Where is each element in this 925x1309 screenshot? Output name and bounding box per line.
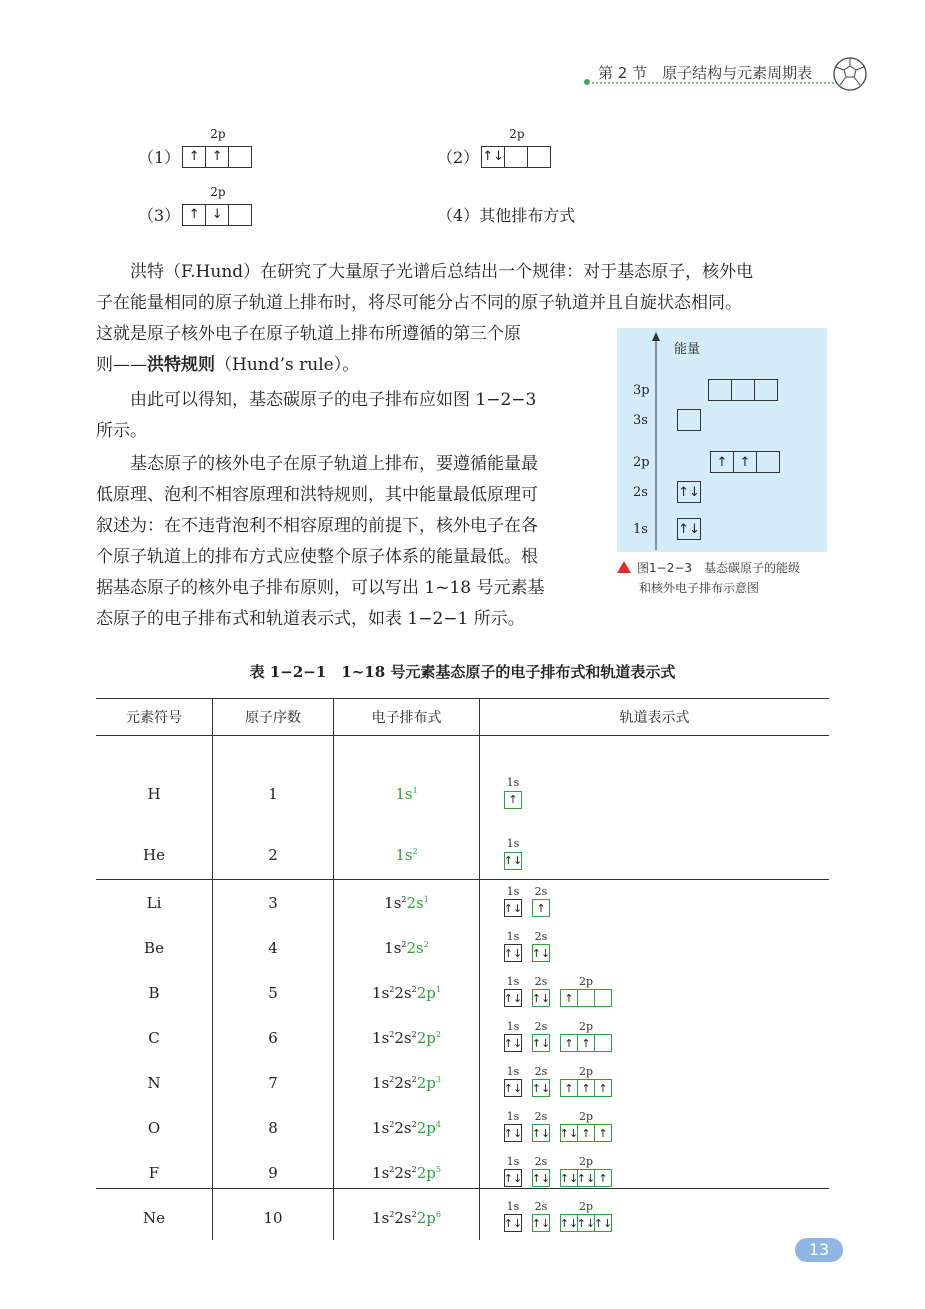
orbital-diagram <box>480 1060 830 1105</box>
orbital-box <box>756 452 779 472</box>
text-line: 个原子轨道上的排布方式应使整个原子体系的能量最低。根 <box>96 547 538 567</box>
text-line: 子在能量相同的原子轨道上排布时，将尽可能分占不同的原子轨道并且自旋状态相同。 <box>96 293 742 313</box>
orbital-box: ↑ <box>564 991 574 1005</box>
option-num: （1） <box>138 148 181 167</box>
orbital-group <box>531 1199 551 1233</box>
orbital-box: ↑↓ <box>503 991 523 1005</box>
element-symbol: N <box>96 1060 213 1105</box>
orbital-box: ↑↓ <box>576 1171 596 1185</box>
orbital-box: ↑↓ <box>503 1036 523 1050</box>
orbital-diagram <box>480 970 830 1015</box>
orbital-box: ↑↓ <box>576 1216 596 1230</box>
electron-configuration: $1s^1$ <box>334 736 480 832</box>
electron-configuration: $1s^22s^22p^1$ <box>334 970 480 1015</box>
orbital-label: 1s <box>506 837 520 851</box>
orbital-label: 2p <box>578 1019 594 1033</box>
orbital-group <box>503 1019 523 1053</box>
orbital-boxes <box>182 146 252 168</box>
orbital-group <box>531 929 551 963</box>
orbital-box <box>228 205 251 225</box>
atomic-number: 9 <box>213 1150 334 1195</box>
electron-configuration: $1s^22s^2$ <box>334 925 480 970</box>
orbital-group <box>503 1064 523 1098</box>
option-num: （4） <box>437 206 480 225</box>
orbital-box: ↑ <box>594 1125 611 1141</box>
orbital-box: ↑↓ <box>559 1171 579 1185</box>
orbital-label: 2p <box>210 127 226 142</box>
option-2 <box>437 127 551 168</box>
orbital-box: ↑↓ <box>503 1081 523 1095</box>
paragraph-carbon <box>96 385 606 447</box>
orbital-group <box>531 1154 551 1188</box>
element-symbol: Be <box>96 925 213 970</box>
orbital-diagram <box>480 831 830 880</box>
element-symbol: Ne <box>96 1195 213 1240</box>
element-symbol: O <box>96 1105 213 1150</box>
option-num: （3） <box>138 206 181 225</box>
table-row <box>96 880 829 926</box>
orbital-diagram <box>480 1105 830 1150</box>
text-line: 这就是原子核外电子在原子轨道上排布所遵循的第三个原 <box>96 324 521 344</box>
orbital-box: ↑↓ <box>531 1216 551 1230</box>
orbital-box <box>731 380 754 400</box>
orbital-box: ↑↓ <box>531 946 551 960</box>
option-4 <box>437 203 575 226</box>
orbital-diagram <box>480 1015 830 1060</box>
text-line: 由此可以得知，基态碳原子的电子排布应如图 1−2−3 <box>130 390 537 410</box>
orbital-box <box>504 147 527 167</box>
orbital-box: ↑↓ <box>531 1171 551 1185</box>
option-3 <box>138 185 252 226</box>
orbital-box: ↑↓ <box>678 484 700 500</box>
element-symbol: He <box>96 831 213 880</box>
electron-configuration: $1s^22s^22p^2$ <box>334 1015 480 1060</box>
table-row <box>96 1015 829 1060</box>
level-3p-boxes <box>708 379 778 401</box>
text-line: 态原子的电子排布式和轨道表示式，如表 1−2−1 所示。 <box>96 609 525 629</box>
orbital-box: ↑ <box>577 1035 594 1051</box>
orbital-box: ↑↓ <box>531 991 551 1005</box>
orbital-label: 2p <box>578 1154 594 1168</box>
orbital-label: 1s <box>506 1154 520 1168</box>
atomic-number: 6 <box>213 1015 334 1060</box>
element-symbol: F <box>96 1150 213 1195</box>
orbital-box: ↑↓ <box>678 521 700 537</box>
text-line: 所示。 <box>96 421 147 441</box>
figure-caption: 图1−2−3 基态碳原子的能级 和核外电子排布示意图 <box>617 558 800 598</box>
text-line: 基态原子的核外电子在原子轨道上排布，要遵循能量最 <box>130 454 538 474</box>
orbital-group <box>560 1064 612 1098</box>
orbital-box: ↑ <box>188 207 200 223</box>
atomic-number: 8 <box>213 1105 334 1150</box>
orbital-group <box>503 1199 523 1233</box>
col-header: 元素符号 <box>96 699 213 736</box>
page-number: 13 <box>795 1238 843 1262</box>
orbital-label: 2p <box>210 185 226 200</box>
orbital-box <box>678 410 700 430</box>
orbital-box: ↑ <box>536 901 546 915</box>
atomic-number: 4 <box>213 925 334 970</box>
orbital-box: ↑↓ <box>531 1081 551 1095</box>
electron-configuration: $1s^22s^22p^3$ <box>334 1060 480 1105</box>
orbital-label: 1s <box>506 884 520 898</box>
orbital-box: ↑ <box>594 1080 611 1096</box>
atomic-number: 2 <box>213 831 334 880</box>
orbital-box: ↑ <box>733 452 756 472</box>
header-title: 第 2 节 原子结构与元素周期表 <box>598 64 813 82</box>
orbital-group <box>503 929 523 963</box>
level-1s-boxes <box>677 518 701 540</box>
text-line: 洪特（F.Hund）在研究了大量原子光谱后总结出一个规律：对于基态原子，核外电 <box>130 262 754 282</box>
orbital-box: ↑ <box>716 454 728 470</box>
energy-axis-label: 能量 <box>674 342 701 357</box>
table-row <box>96 925 829 970</box>
orbital-boxes <box>481 146 551 168</box>
orbital-box: ↑↓ <box>559 1216 579 1230</box>
orbital-group <box>559 1199 613 1233</box>
orbital-group <box>503 1154 523 1188</box>
text-line: 低原理、泡利不相容原理和洪特规则，其中能量最低原理可 <box>96 485 538 505</box>
orbital-label: 1s <box>506 974 520 988</box>
orbital-label: 2p <box>578 974 594 988</box>
option-1 <box>138 127 252 168</box>
orbital-group <box>531 1109 551 1143</box>
orbital-label: 2s <box>534 884 548 898</box>
element-symbol: C <box>96 1015 213 1060</box>
orbital-group <box>503 884 523 918</box>
electron-configuration: $1s^22s^22p^5$ <box>334 1150 480 1195</box>
orbital-box <box>527 147 550 167</box>
orbital-label: 2s <box>534 1154 548 1168</box>
energy-axis-arrow <box>650 332 662 552</box>
table-row <box>96 970 829 1015</box>
orbital-label: 2p <box>509 127 525 142</box>
text-line: 则——洪特规则（Hund’s rule）。 <box>96 355 360 375</box>
text-line: 叙述为：在不违背泡利不相容原理的前提下，核外电子在各 <box>96 516 538 536</box>
orbital-group <box>532 884 550 918</box>
orbital-diagram <box>480 1195 830 1240</box>
orbital-box: ↑ <box>205 147 228 167</box>
orbital-group <box>503 974 523 1008</box>
orbital-box: ↑ <box>188 149 200 165</box>
orbital-label: 2p <box>578 1199 594 1213</box>
orbital-group <box>531 1019 551 1053</box>
table-row <box>96 831 829 880</box>
orbital-box: ↑↓ <box>482 149 505 165</box>
orbital-box <box>754 380 777 400</box>
orbital-group <box>504 776 522 809</box>
element-symbol: H <box>96 736 213 832</box>
orbital-box: ↑↓ <box>531 1036 551 1050</box>
orbital-label: 1s <box>506 929 520 943</box>
orbital-box: ↑↓ <box>503 1126 523 1140</box>
option-num: （2） <box>437 148 480 167</box>
orbital-label: 1s <box>506 1199 520 1213</box>
level-3s-boxes <box>677 409 701 431</box>
orbital-label: 1s <box>506 1019 520 1033</box>
orbital-boxes <box>182 204 252 226</box>
electron-configuration: $1s^22s^22p^6$ <box>334 1195 480 1240</box>
col-header: 轨道表示式 <box>480 699 830 736</box>
paragraph-principles <box>96 449 606 635</box>
orbital-box: ↑ <box>577 1080 594 1096</box>
orbital-group <box>559 1154 612 1188</box>
orbital-box: ↑↓ <box>559 1126 579 1140</box>
element-symbol: B <box>96 970 213 1015</box>
orbital-box: ↑↓ <box>503 946 523 960</box>
atomic-number: 10 <box>213 1195 334 1240</box>
orbital-box: ↑ <box>564 1081 574 1095</box>
orbital-label: 2s <box>534 1064 548 1078</box>
electron-configuration: $1s^2$ <box>334 831 480 880</box>
atomic-number: 7 <box>213 1060 334 1105</box>
orbital-box: ↑ <box>564 1036 574 1050</box>
orbital-group <box>503 837 523 870</box>
orbital-box <box>594 990 611 1006</box>
orbital-group <box>531 1064 551 1098</box>
orbital-label: 2s <box>534 929 548 943</box>
orbital-diagram <box>480 880 830 926</box>
electron-configuration: $1s^22s^22p^4$ <box>334 1105 480 1150</box>
orbital-box: ↑ <box>594 1170 611 1186</box>
header-rule <box>588 82 838 84</box>
level-label: 2p <box>633 455 650 470</box>
orbital-label: 2s <box>534 974 548 988</box>
orbital-box <box>594 1035 611 1051</box>
orbital-label: 1s <box>506 1064 520 1078</box>
level-label: 3p <box>633 383 650 398</box>
table-row <box>96 1195 829 1240</box>
atomic-number: 3 <box>213 880 334 926</box>
orbital-group <box>503 1109 523 1143</box>
orbital-label: 1s <box>506 776 520 790</box>
atomic-number: 5 <box>213 970 334 1015</box>
orbital-group <box>531 974 551 1008</box>
table-bottom-rule <box>96 1188 829 1189</box>
orbital-box: ↑↓ <box>503 901 523 915</box>
level-label: 2s <box>633 485 648 500</box>
orbital-label: 2p <box>578 1109 594 1123</box>
atomic-number: 1 <box>213 736 334 832</box>
orbital-box: ↑ <box>508 793 518 807</box>
orbital-box: ↑↓ <box>531 1126 551 1140</box>
option-text: 其他排布方式 <box>479 206 576 225</box>
level-2s-boxes <box>677 481 701 503</box>
element-symbol: Li <box>96 880 213 926</box>
orbital-label: 1s <box>506 1109 520 1123</box>
col-header: 原子序数 <box>213 699 334 736</box>
orbital-diagram <box>480 736 830 832</box>
orbital-group <box>560 974 612 1008</box>
orbital-box: ↑↓ <box>503 854 523 868</box>
orbital-box <box>228 147 251 167</box>
level-label: 1s <box>633 522 648 537</box>
orbital-group <box>560 1019 612 1053</box>
col-header: 电子排布式 <box>334 699 480 736</box>
table-title: 表 1−2−1 1~18 号元素基态原子的电子排布式和轨道表示式 <box>249 663 676 681</box>
electron-configuration: $1s^22s^1$ <box>334 880 480 926</box>
orbital-box: ↑↓ <box>503 1216 523 1230</box>
orbital-diagram <box>480 925 830 970</box>
orbital-label: 2s <box>534 1019 548 1033</box>
table-row <box>96 1060 829 1105</box>
triangle-icon <box>617 561 631 573</box>
level-label: 3s <box>633 413 648 428</box>
orbital-box: ↑↓ <box>593 1216 613 1230</box>
electron-config-table <box>96 699 829 1240</box>
orbital-label: 2s <box>534 1109 548 1123</box>
energy-diagram <box>617 328 827 552</box>
orbital-box <box>577 990 594 1006</box>
orbital-label: 2s <box>534 1199 548 1213</box>
table-row <box>96 736 829 832</box>
text-line: 据基态原子的核外电子排布原则，可以写出 1~18 号元素基 <box>96 578 545 598</box>
orbital-box <box>709 380 731 400</box>
orbital-box: ↓ <box>205 205 228 225</box>
hund-rule-term: 洪特规则 <box>147 355 215 375</box>
orbital-box: ↑↓ <box>503 1171 523 1185</box>
orbital-label: 2p <box>578 1064 594 1078</box>
fullerene-icon <box>832 56 868 92</box>
table-row <box>96 1105 829 1150</box>
orbital-box: ↑ <box>577 1125 594 1141</box>
level-2p-boxes <box>710 451 780 473</box>
orbital-group <box>559 1109 612 1143</box>
